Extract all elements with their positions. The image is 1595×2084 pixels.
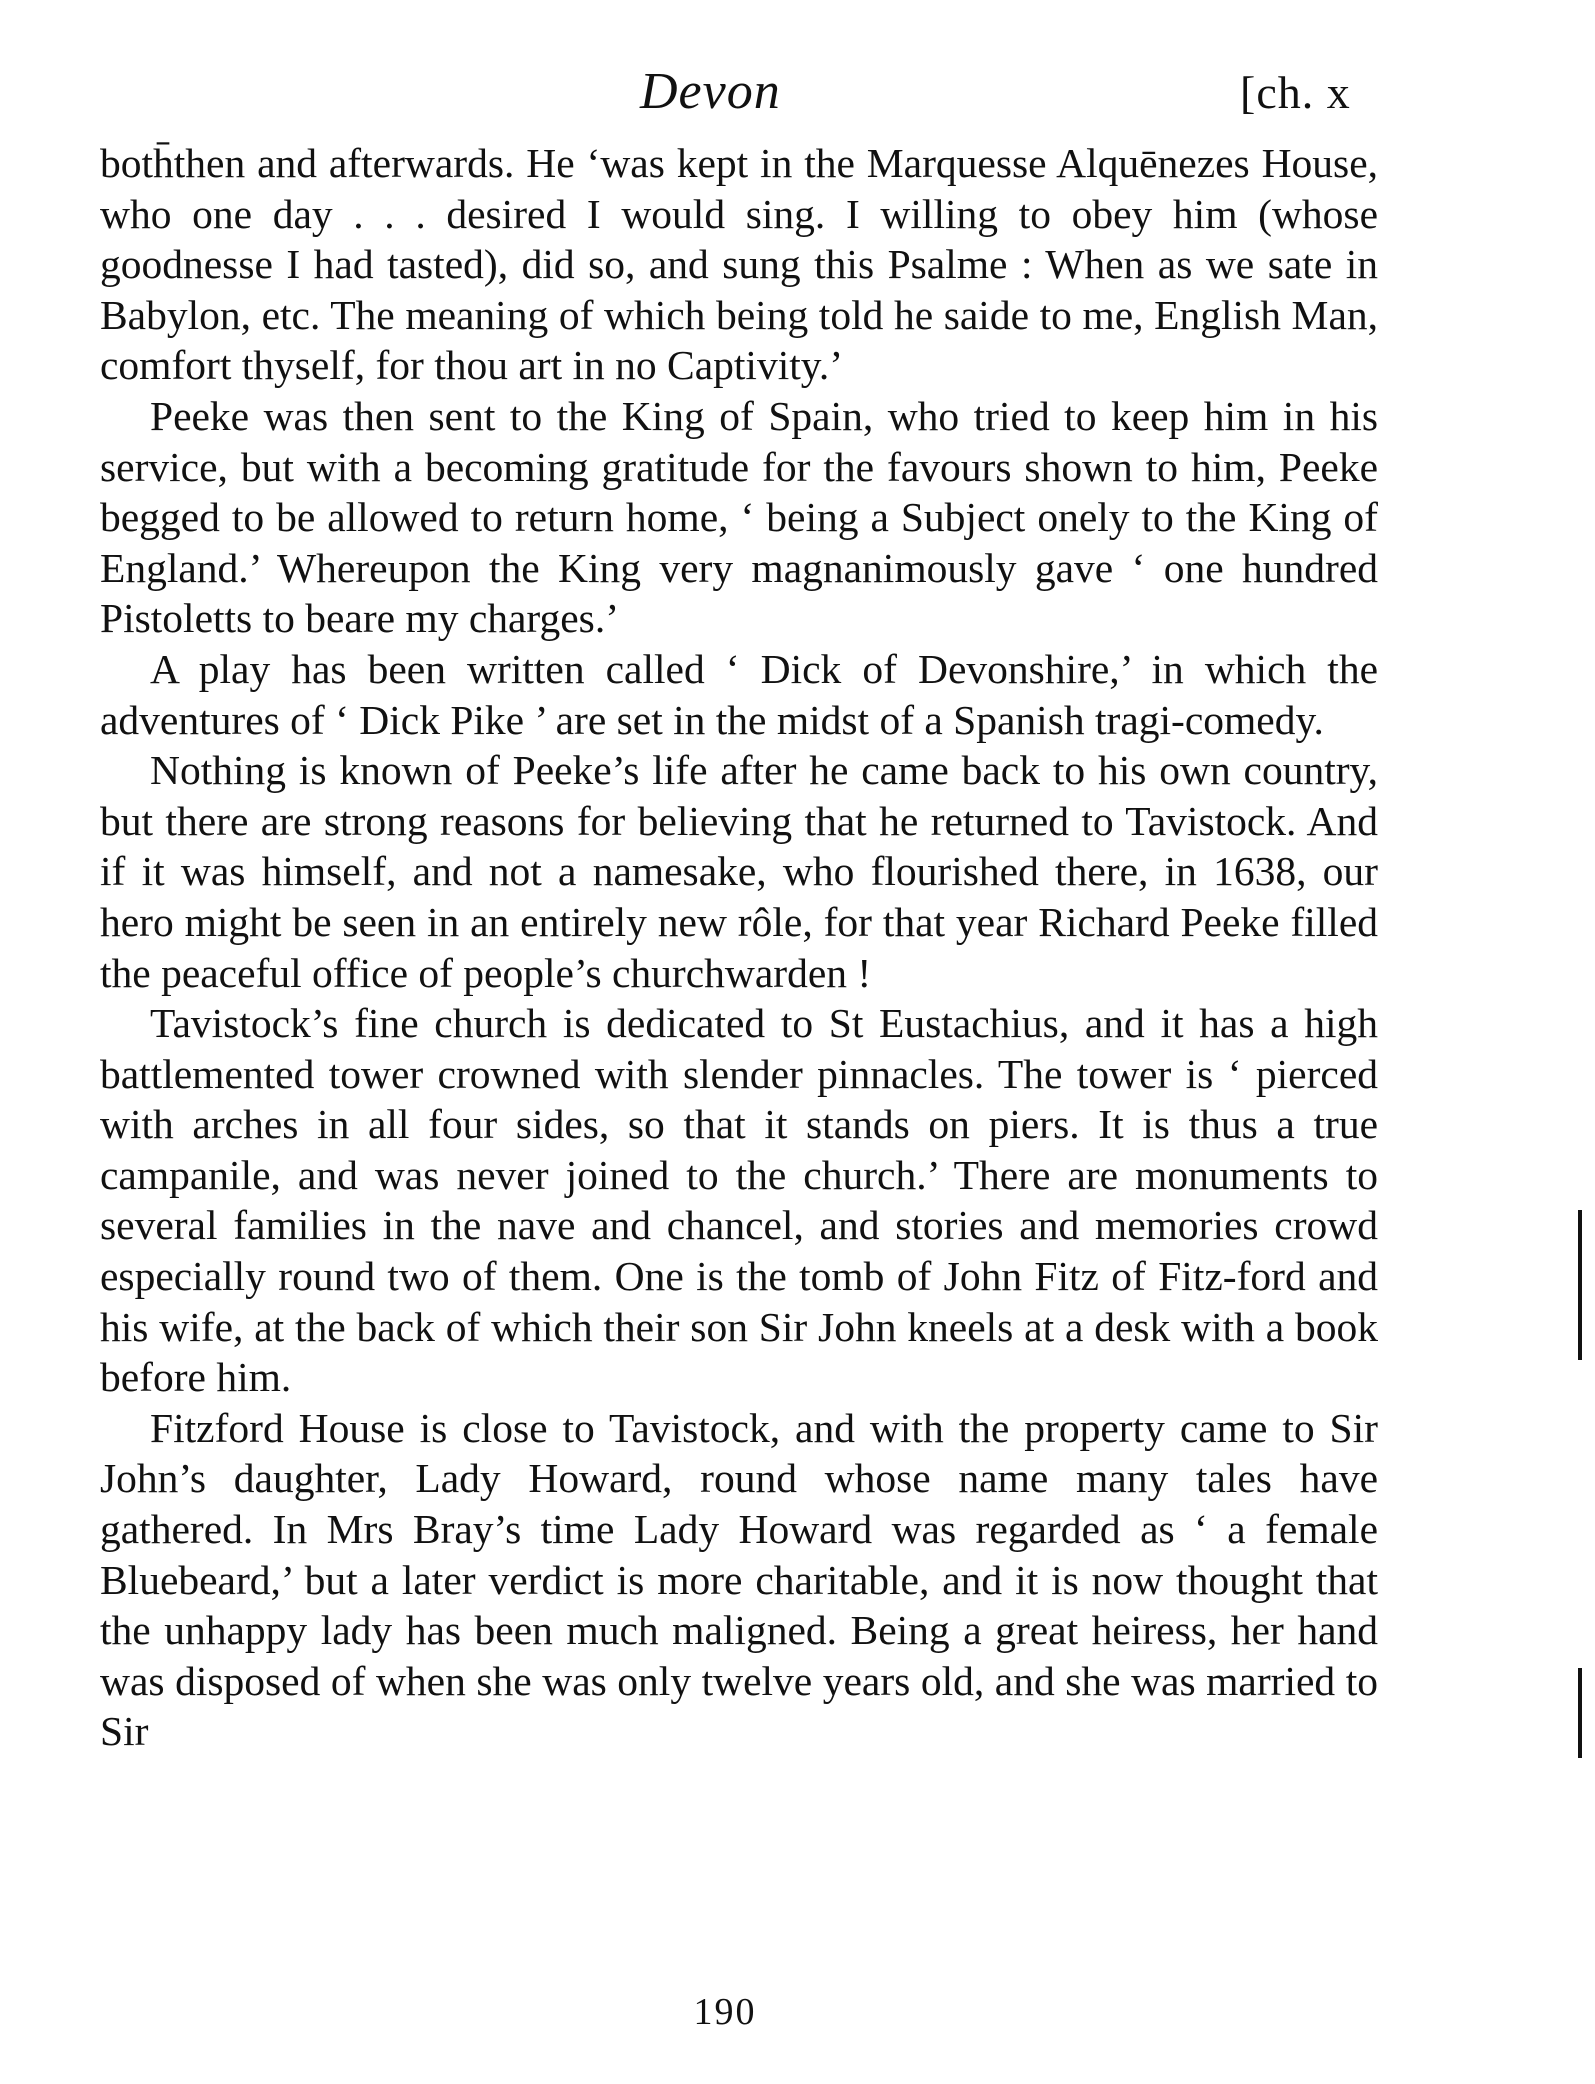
- paragraph-continued: both̄then and afterwards. He ‘was kept in the Marquesse Alquēnezes House, who one day . . . desired I would sing. I willing to obey him (whose goodnesse I had tasted), did so, and sung this Psalme : When as we sate in Babylon, etc. The meaning of which being told he saide to me, English Man, comfort thyself, for thou art in no Captivity.’: [100, 140, 1378, 389]
- paragraph: Tavistock’s fine church is dedicated to St Eustachius, and it has a high battlemented tower crowned with slender pinnacles. The tower is ‘ pierced with arches in all four sides, so that it stands on piers. It is thus a true campanile, and was never joined to the church.’ There are monuments to several families in the nave and chancel, and stories and memories crowd especially round two of them. One is the tomb of John Fitz of Fitz-ford and his wife, at the back of which their son Sir John kneels at a desk with a book before him.: [100, 1000, 1378, 1401]
- paragraph: Peeke was then sent to the King of Spain, who tried to keep him in his service, but with a becoming gratitude for the favours shown to him, Peeke begged to be allowed to return home, ‘ being a Subject onely to the King of England.’ Whereupon the King very magnanimously gave ‘ one hundred Pistoletts to beare my charges.’: [100, 392, 1378, 642]
- paragraph: Nothing is known of Peeke’s life after he came back to his own country, but there are strong reasons for believing that he returned to Tavistock. And if it was himself, and not a namesake, who flourished there, in 1638, our hero might be seen in an entirely new rôle, for that year Richard Peeke filled the peaceful office of people’s churchwarden !: [100, 747, 1378, 996]
- running-head: [0, 62, 1595, 132]
- paragraph: Fitzford House is close to Tavistock, and with the property came to Sir John’s daughter, Lady Howard, round whose name many tales have gathered. In Mrs Bray’s time Lady Howard was regarded as ‘ a female Bluebeard,’ but a later verdict is more charitable, and it is now thought that the unhappy lady has been much maligned. Being a great heiress, her hand was disposed of when she was only twelve years old, and she was married to Sir: [100, 1404, 1378, 1755]
- scan-edge-mark: [1578, 1668, 1582, 1758]
- paragraph: A play has been written called ‘ Dick of Devonshire,’ in which the adventures of ‘ Dick Pike ’ are set in the midst of a Spanish tragi-comedy.: [100, 645, 1378, 743]
- body-text: [100, 138, 1378, 1757]
- scan-edge-mark: [1578, 1210, 1582, 1360]
- page-number: 190: [693, 1991, 757, 2033]
- chapter-mark: [ch. x: [1240, 67, 1351, 118]
- running-title: Devon: [640, 63, 781, 120]
